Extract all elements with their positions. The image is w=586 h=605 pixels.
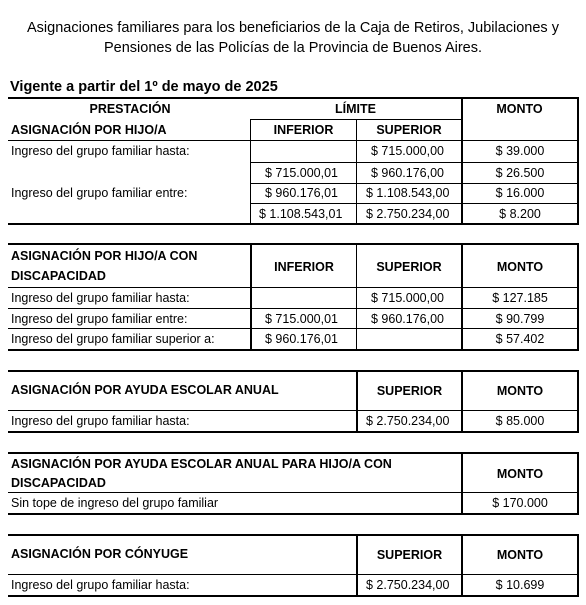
col-superior: SUPERIOR [376, 123, 442, 137]
section-title-conyuge: ASIGNACIÓN POR CÓNYUGE [11, 547, 189, 561]
cell-superior: $ 2.750.234,00 [366, 207, 450, 221]
row-label: Ingreso del grupo familiar hasta: [11, 144, 190, 158]
title-line-1: Asignaciones familiares para los beneficiarios de la Caja de Retiros, Jubilaciones y [27, 20, 559, 36]
cell-superior: $ 2.750.234,00 [366, 414, 450, 428]
row-label: Ingreso del grupo familiar entre: [11, 186, 188, 200]
cell-inferior: $ 715.000,01 [265, 312, 338, 326]
cell-monto: $ 90.799 [495, 312, 545, 326]
cell-monto: $ 170.000 [492, 496, 548, 510]
cell-superior: $ 715.000,00 [371, 291, 444, 305]
cell-superior: $ 715.000,00 [371, 144, 444, 158]
section-title-hijo: ASIGNACIÓN POR HIJO/A [11, 123, 167, 137]
vigente-heading: Vigente a partir del 1º de mayo de 2025 [10, 79, 278, 95]
cell-monto: $ 10.699 [495, 578, 545, 592]
cell-monto: $ 57.402 [495, 332, 545, 346]
cell-monto: $ 8.200 [499, 207, 541, 221]
col-superior: SUPERIOR [376, 384, 443, 398]
cell-monto: $ 127.185 [492, 291, 548, 305]
header-monto: MONTO [496, 102, 543, 116]
col-monto: MONTO [496, 384, 544, 398]
row-label: Ingreso del grupo familiar entre: [11, 312, 188, 326]
section-title-hijo-discapacidad-2: DISCAPACIDAD [11, 269, 106, 283]
cell-superior: $ 960.176,00 [371, 312, 444, 326]
col-monto: MONTO [496, 467, 544, 481]
section-title-ayuda-escolar: ASIGNACIÓN POR AYUDA ESCOLAR ANUAL [11, 383, 279, 397]
col-superior: SUPERIOR [376, 260, 442, 274]
row-label: Ingreso del grupo familiar hasta: [11, 291, 190, 305]
col-monto: MONTO [496, 548, 544, 562]
cell-monto: $ 16.000 [495, 186, 545, 200]
cell-inferior: $ 960.176,01 [265, 186, 338, 200]
cell-monto: $ 39.000 [495, 144, 545, 158]
cell-monto: $ 85.000 [495, 414, 545, 428]
cell-inferior: $ 715.000,01 [265, 166, 338, 180]
header-limite: LÍMITE [335, 102, 376, 116]
col-monto: MONTO [496, 260, 544, 274]
row-label: Ingreso del grupo familiar superior a: [11, 332, 215, 346]
col-inferior: INFERIOR [274, 260, 334, 274]
section-title-hijo-discapacidad-1: ASIGNACIÓN POR HIJO/A CON [11, 249, 198, 263]
cell-superior: $ 2.750.234,00 [366, 578, 450, 592]
row-label: Sin tope de ingreso del grupo familiar [11, 496, 219, 510]
cell-superior: $ 1.108.543,00 [366, 186, 450, 200]
cell-inferior: $ 1.108.543,01 [259, 207, 343, 221]
cell-monto: $ 26.500 [495, 166, 545, 180]
cell-inferior: $ 960.176,01 [265, 332, 338, 346]
cell-superior: $ 960.176,00 [371, 166, 444, 180]
header-prestacion: PRESTACIÓN [89, 102, 171, 116]
title-line-2: Pensiones de las Policías de la Provincia de Buenos Aires. [103, 40, 483, 56]
col-inferior: INFERIOR [273, 123, 334, 137]
document-title [10, 18, 576, 58]
section-title-ayuda-escolar-disc-2: DISCAPACIDAD [11, 476, 106, 490]
col-superior: SUPERIOR [376, 548, 443, 562]
section-title-ayuda-escolar-disc-1: ASIGNACIÓN POR AYUDA ESCOLAR ANUAL PARA HIJO/A CON [11, 457, 392, 471]
row-label: Ingreso del grupo familiar hasta: [11, 578, 190, 592]
row-label: Ingreso del grupo familiar hasta: [11, 414, 190, 428]
